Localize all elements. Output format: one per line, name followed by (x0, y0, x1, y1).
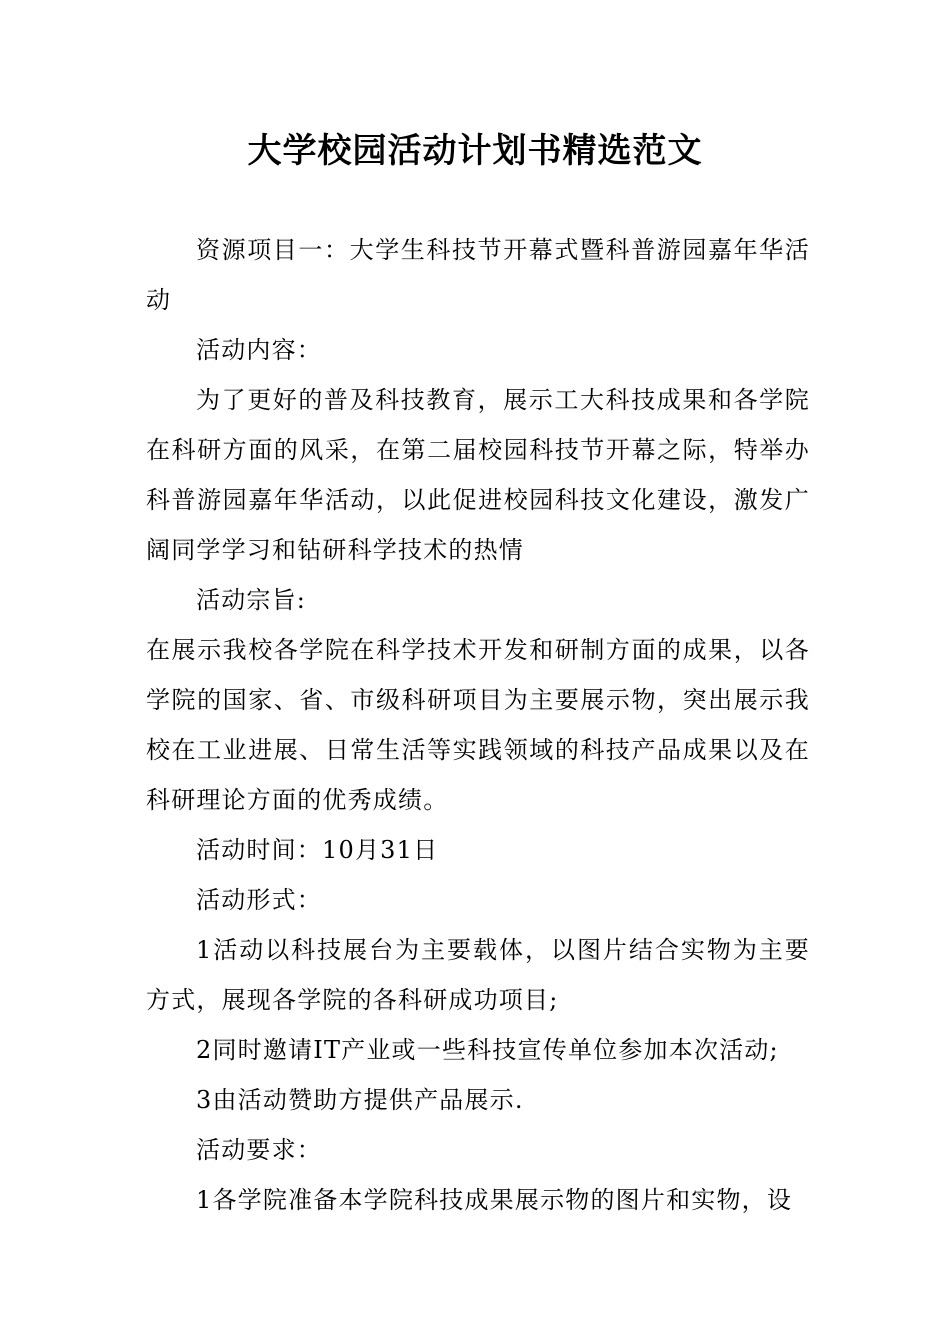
paragraph-activity-requirements-heading: 活动要求： (196, 1136, 322, 1164)
paragraph-activity-form-item-1: 1活动以科技展台为主要载体，以图片结合实物为主要方式，展现各学院的各科研成功项目; (146, 936, 810, 1014)
document-body (146, 225, 810, 1225)
paragraph-resource-project: 资源项目一：大学生科技节开幕式暨科普游园嘉年华活动 (146, 236, 810, 314)
document-title: 大学校园活动计划书精选范文 (247, 131, 703, 171)
paragraph-activity-content-heading: 活动内容： (196, 336, 322, 364)
paragraph-activity-requirements-item-1: 1各学院准备本学院科技成果展示物的图片和实物，设 (196, 1186, 793, 1214)
paragraph-activity-form-item-3: 3由活动赞助方提供产品展示. (196, 1086, 524, 1114)
paragraph-activity-purpose: 在展示我校各学院在科学技术开发和研制方面的成果，以各学院的国家、省、市级科研项目为主要展示物，突出展示我校在工业进展、日常生活等实践领域的科技产品成果以及在科研理论方面的优秀成绩。 (146, 636, 810, 814)
paragraph-activity-content: 为了更好的普及科技教育，展示工大科技成果和各学院在科研方面的风采，在第二届校园科技节开幕之际，特举办科普游园嘉年华活动，以此促进校园科技文化建设，激发广阔同学学习和钻研科学技术的热情 (146, 386, 810, 564)
paragraph-activity-time: 活动时间：10月31日 (196, 836, 439, 864)
paragraph-activity-purpose-heading: 活动宗旨: (196, 586, 307, 614)
paragraph-activity-form-heading: 活动形式： (196, 886, 322, 914)
paragraph-activity-form-item-2: 2同时邀请IT产业或一些科技宣传单位参加本次活动; (196, 1036, 779, 1064)
